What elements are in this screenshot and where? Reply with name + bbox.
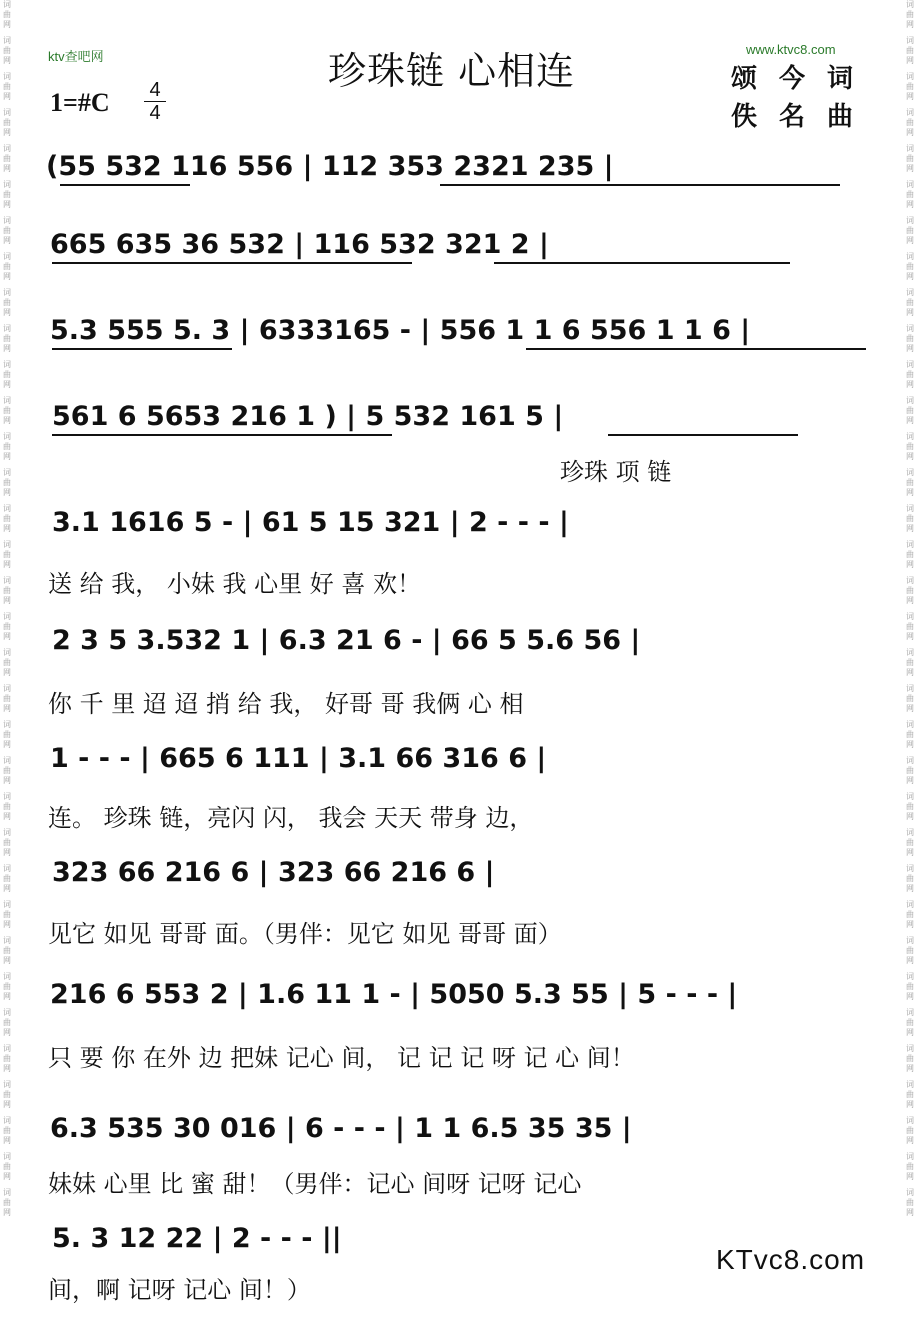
staff-line-10 xyxy=(0,1104,917,1160)
lyrics-line-7: 妹妹 心里 比 蜜 甜！（男伴：记心 间呀 记呀 记心 xyxy=(48,1170,582,1198)
time-signature xyxy=(144,80,166,123)
watermark-glyph-group: 词 曲 网 xyxy=(906,1080,914,1109)
key-signature: 1=#C xyxy=(50,88,110,117)
staff-line-6 xyxy=(0,616,917,672)
ktvc8-logo: KTvc8.com xyxy=(716,1244,866,1275)
watermark-glyph-group: 词 曲 网 xyxy=(906,1116,914,1145)
watermark-glyph-group: 词 曲 网 xyxy=(906,540,914,569)
watermark-glyph-group: 词 曲 网 xyxy=(3,288,11,317)
staff-notes: 561 6 5653 216 1 ) | 5 532 161 5 | xyxy=(52,401,564,432)
watermark-glyph-group: 词 曲 网 xyxy=(3,684,11,713)
staff-notes: (55 532 116 556 | 112 353 2321 235 | xyxy=(46,151,614,182)
watermark-glyph-group: 词 曲 网 xyxy=(3,1152,11,1181)
staff-notes: 3.1 1616 5 - | 61 5 15 321 | 2 - - - | xyxy=(52,507,569,538)
watermark-glyph-group: 词 曲 网 xyxy=(3,720,11,749)
watermark-glyph-group: 词 曲 网 xyxy=(906,504,914,533)
beam-underline xyxy=(52,434,392,436)
staff-line-9 xyxy=(0,970,917,1026)
watermark-glyph-group: 词 曲 网 xyxy=(906,900,914,929)
watermark-glyph-group: 词 曲 网 xyxy=(3,1080,11,1109)
composer-credit: 佚名曲 xyxy=(730,102,875,132)
watermark-glyph-group: 词 曲 网 xyxy=(3,1044,11,1073)
watermark-glyph-group: 词 曲 网 xyxy=(3,396,11,425)
staff-notes: 216 6 553 2 | 1.6 11 1 - | 5050 5.3 55 | 5 - - - | xyxy=(50,979,738,1010)
staff-line-1 xyxy=(0,142,917,198)
watermark-glyph-group: 词 曲 网 xyxy=(3,792,11,821)
watermark-glyph-group: 词 曲 网 xyxy=(3,360,11,389)
lyrics-line-5: 见它 如见 哥哥 面。（男伴：见它 如见 哥哥 面） xyxy=(48,920,562,948)
watermark-glyph-group: 词 曲 网 xyxy=(906,1008,914,1037)
staff-notes: 323 66 216 6 | 323 66 216 6 | xyxy=(52,857,495,888)
watermark-glyph-group: 词 曲 网 xyxy=(906,1044,914,1073)
beam-underline xyxy=(52,262,412,264)
watermark-glyph-group: 词 曲 网 xyxy=(3,828,11,857)
watermark-glyph-group: 词 曲 网 xyxy=(3,540,11,569)
watermark-glyph-group: 词 曲 网 xyxy=(3,144,11,173)
lyricist-credit: 颂今词 xyxy=(730,64,875,94)
watermark-glyph-group: 词 曲 网 xyxy=(3,1188,11,1217)
time-signature-bottom: 4 xyxy=(149,102,161,124)
staff-line-3 xyxy=(0,306,917,362)
song-title: 珍珠链 心相连 xyxy=(328,49,576,93)
lyrics-line-6: 只 要 你 在外 边 把妹 记心 间， 记 记 记 呀 记 心 间！ xyxy=(48,1044,635,1072)
watermark-glyph-group: 词 曲 网 xyxy=(3,180,11,209)
watermark-glyph-group: 词 曲 网 xyxy=(906,864,914,893)
time-signature-top: 4 xyxy=(149,79,161,101)
watermark-glyph-group: 词 曲 网 xyxy=(906,612,914,641)
beam-underline xyxy=(608,434,798,436)
staff-notes: 5. 3 12 22 | 2 - - - || xyxy=(52,1223,342,1254)
watermark-glyph-group: 词 曲 网 xyxy=(906,576,914,605)
watermark-glyph-group: 词 曲 网 xyxy=(3,900,11,929)
beam-underline xyxy=(494,262,790,264)
lyrics-line-4: 连。 珍珠 链，亮闪 闪， 我会 天天 带身 边， xyxy=(48,804,534,832)
watermark-glyph-group: 词 曲 网 xyxy=(3,72,11,101)
watermark-glyph-group: 词 曲 网 xyxy=(906,468,914,497)
watermark-glyph-group: 词 曲 网 xyxy=(3,756,11,785)
watermark-glyph-group: 词 曲 网 xyxy=(3,864,11,893)
staff-notes: 665 635 36 532 | 116 532 321 2 | xyxy=(50,229,549,260)
watermark-glyph-group: 词 曲 网 xyxy=(906,252,914,281)
beam-underline xyxy=(440,184,840,186)
watermark-glyph-group: 词 曲 网 xyxy=(906,828,914,857)
watermark-glyph-group: 词 曲 网 xyxy=(906,108,914,137)
watermark-glyph-group: 词 曲 网 xyxy=(906,972,914,1001)
watermark-glyph-group: 词 曲 网 xyxy=(906,756,914,785)
watermark-glyph-group: 词 曲 网 xyxy=(906,1188,914,1217)
watermark-glyph-group: 词 曲 网 xyxy=(3,1008,11,1037)
staff-line-4 xyxy=(0,392,917,448)
watermark-glyph-group: 词 曲 网 xyxy=(3,504,11,533)
watermark-glyph-group: 词 曲 网 xyxy=(906,936,914,965)
site-tag-right: www.ktvc8.com xyxy=(746,42,836,57)
site-tag-left: ktv查吧网 xyxy=(48,49,104,64)
watermark-glyph-group: 词 曲 网 xyxy=(906,288,914,317)
watermark-glyph-group: 词 曲 网 xyxy=(3,972,11,1001)
watermark-glyph-group: 词 曲 网 xyxy=(906,684,914,713)
watermark-glyph-group: 词 曲 网 xyxy=(3,936,11,965)
watermark-glyph-group: 词 曲 网 xyxy=(906,180,914,209)
watermark-glyph-group: 词 曲 网 xyxy=(3,252,11,281)
watermark-glyph-group: 词 曲 网 xyxy=(906,1152,914,1181)
watermark-glyph-group: 词 曲 网 xyxy=(3,468,11,497)
watermark-glyph-group: 词 曲 网 xyxy=(3,432,11,461)
staff-line-2 xyxy=(0,220,917,276)
watermark-glyph-group: 词 曲 网 xyxy=(906,144,914,173)
watermark-glyph-group: 词 曲 网 xyxy=(906,396,914,425)
lyrics-line-3: 你 千 里 迢 迢 捎 给 我， 好哥 哥 我俩 心 相 xyxy=(48,690,524,718)
lyrics-line-8: 间，啊 记呀 记心 间！） xyxy=(48,1276,311,1304)
beam-underline xyxy=(60,184,190,186)
watermark-glyph-group: 词 曲 网 xyxy=(3,324,11,353)
watermark-glyph-group: 词 曲 网 xyxy=(3,1116,11,1145)
watermark-glyph-group: 词 曲 网 xyxy=(906,72,914,101)
watermark-glyph-group: 词 曲 网 xyxy=(3,0,11,29)
staff-notes: 6.3 535 30 016 | 6 - - - | 1 1 6.5 35 35 | xyxy=(50,1113,632,1144)
watermark-glyph-group: 词 曲 网 xyxy=(906,216,914,245)
lyrics-line-1: 珍珠 项 链 xyxy=(560,458,672,486)
staff-notes: 5.3 555 5. 3 | 6333165 - | 556 1 1 6 556 1 1 6 | xyxy=(50,315,751,346)
lyrics-line-2: 送 给 我， 小妹 我 心里 好 喜 欢！ xyxy=(48,570,422,598)
watermark-glyph-group: 词 曲 网 xyxy=(906,360,914,389)
staff-line-5 xyxy=(0,498,917,554)
watermark-glyph-group: 词 曲 网 xyxy=(906,0,914,29)
watermark-glyph-group: 词 曲 网 xyxy=(3,108,11,137)
watermark-glyph-group: 词 曲 网 xyxy=(906,432,914,461)
watermark-glyph-group: 词 曲 网 xyxy=(906,792,914,821)
beam-underline xyxy=(52,348,232,350)
watermark-glyph-group: 词 曲 网 xyxy=(3,576,11,605)
watermark-glyph-group: 词 曲 网 xyxy=(3,36,11,65)
watermark-glyph-group: 词 曲 网 xyxy=(906,648,914,677)
staff-line-8 xyxy=(0,848,917,904)
watermark-glyph-group: 词 曲 网 xyxy=(906,720,914,749)
staff-notes: 1 - - - | 665 6 111 | 3.1 66 316 6 | xyxy=(50,743,547,774)
staff-notes: 2 3 5 3.532 1 | 6.3 21 6 - | 66 5 5.6 56 | xyxy=(52,625,641,656)
watermark-glyph-group: 词 曲 网 xyxy=(906,36,914,65)
beam-underline xyxy=(526,348,866,350)
watermark-glyph-group: 词 曲 网 xyxy=(906,324,914,353)
staff-line-7 xyxy=(0,734,917,790)
watermark-glyph-group: 词 曲 网 xyxy=(3,216,11,245)
watermark-glyph-group: 词 曲 网 xyxy=(3,648,11,677)
watermark-glyph-group: 词 曲 网 xyxy=(3,612,11,641)
